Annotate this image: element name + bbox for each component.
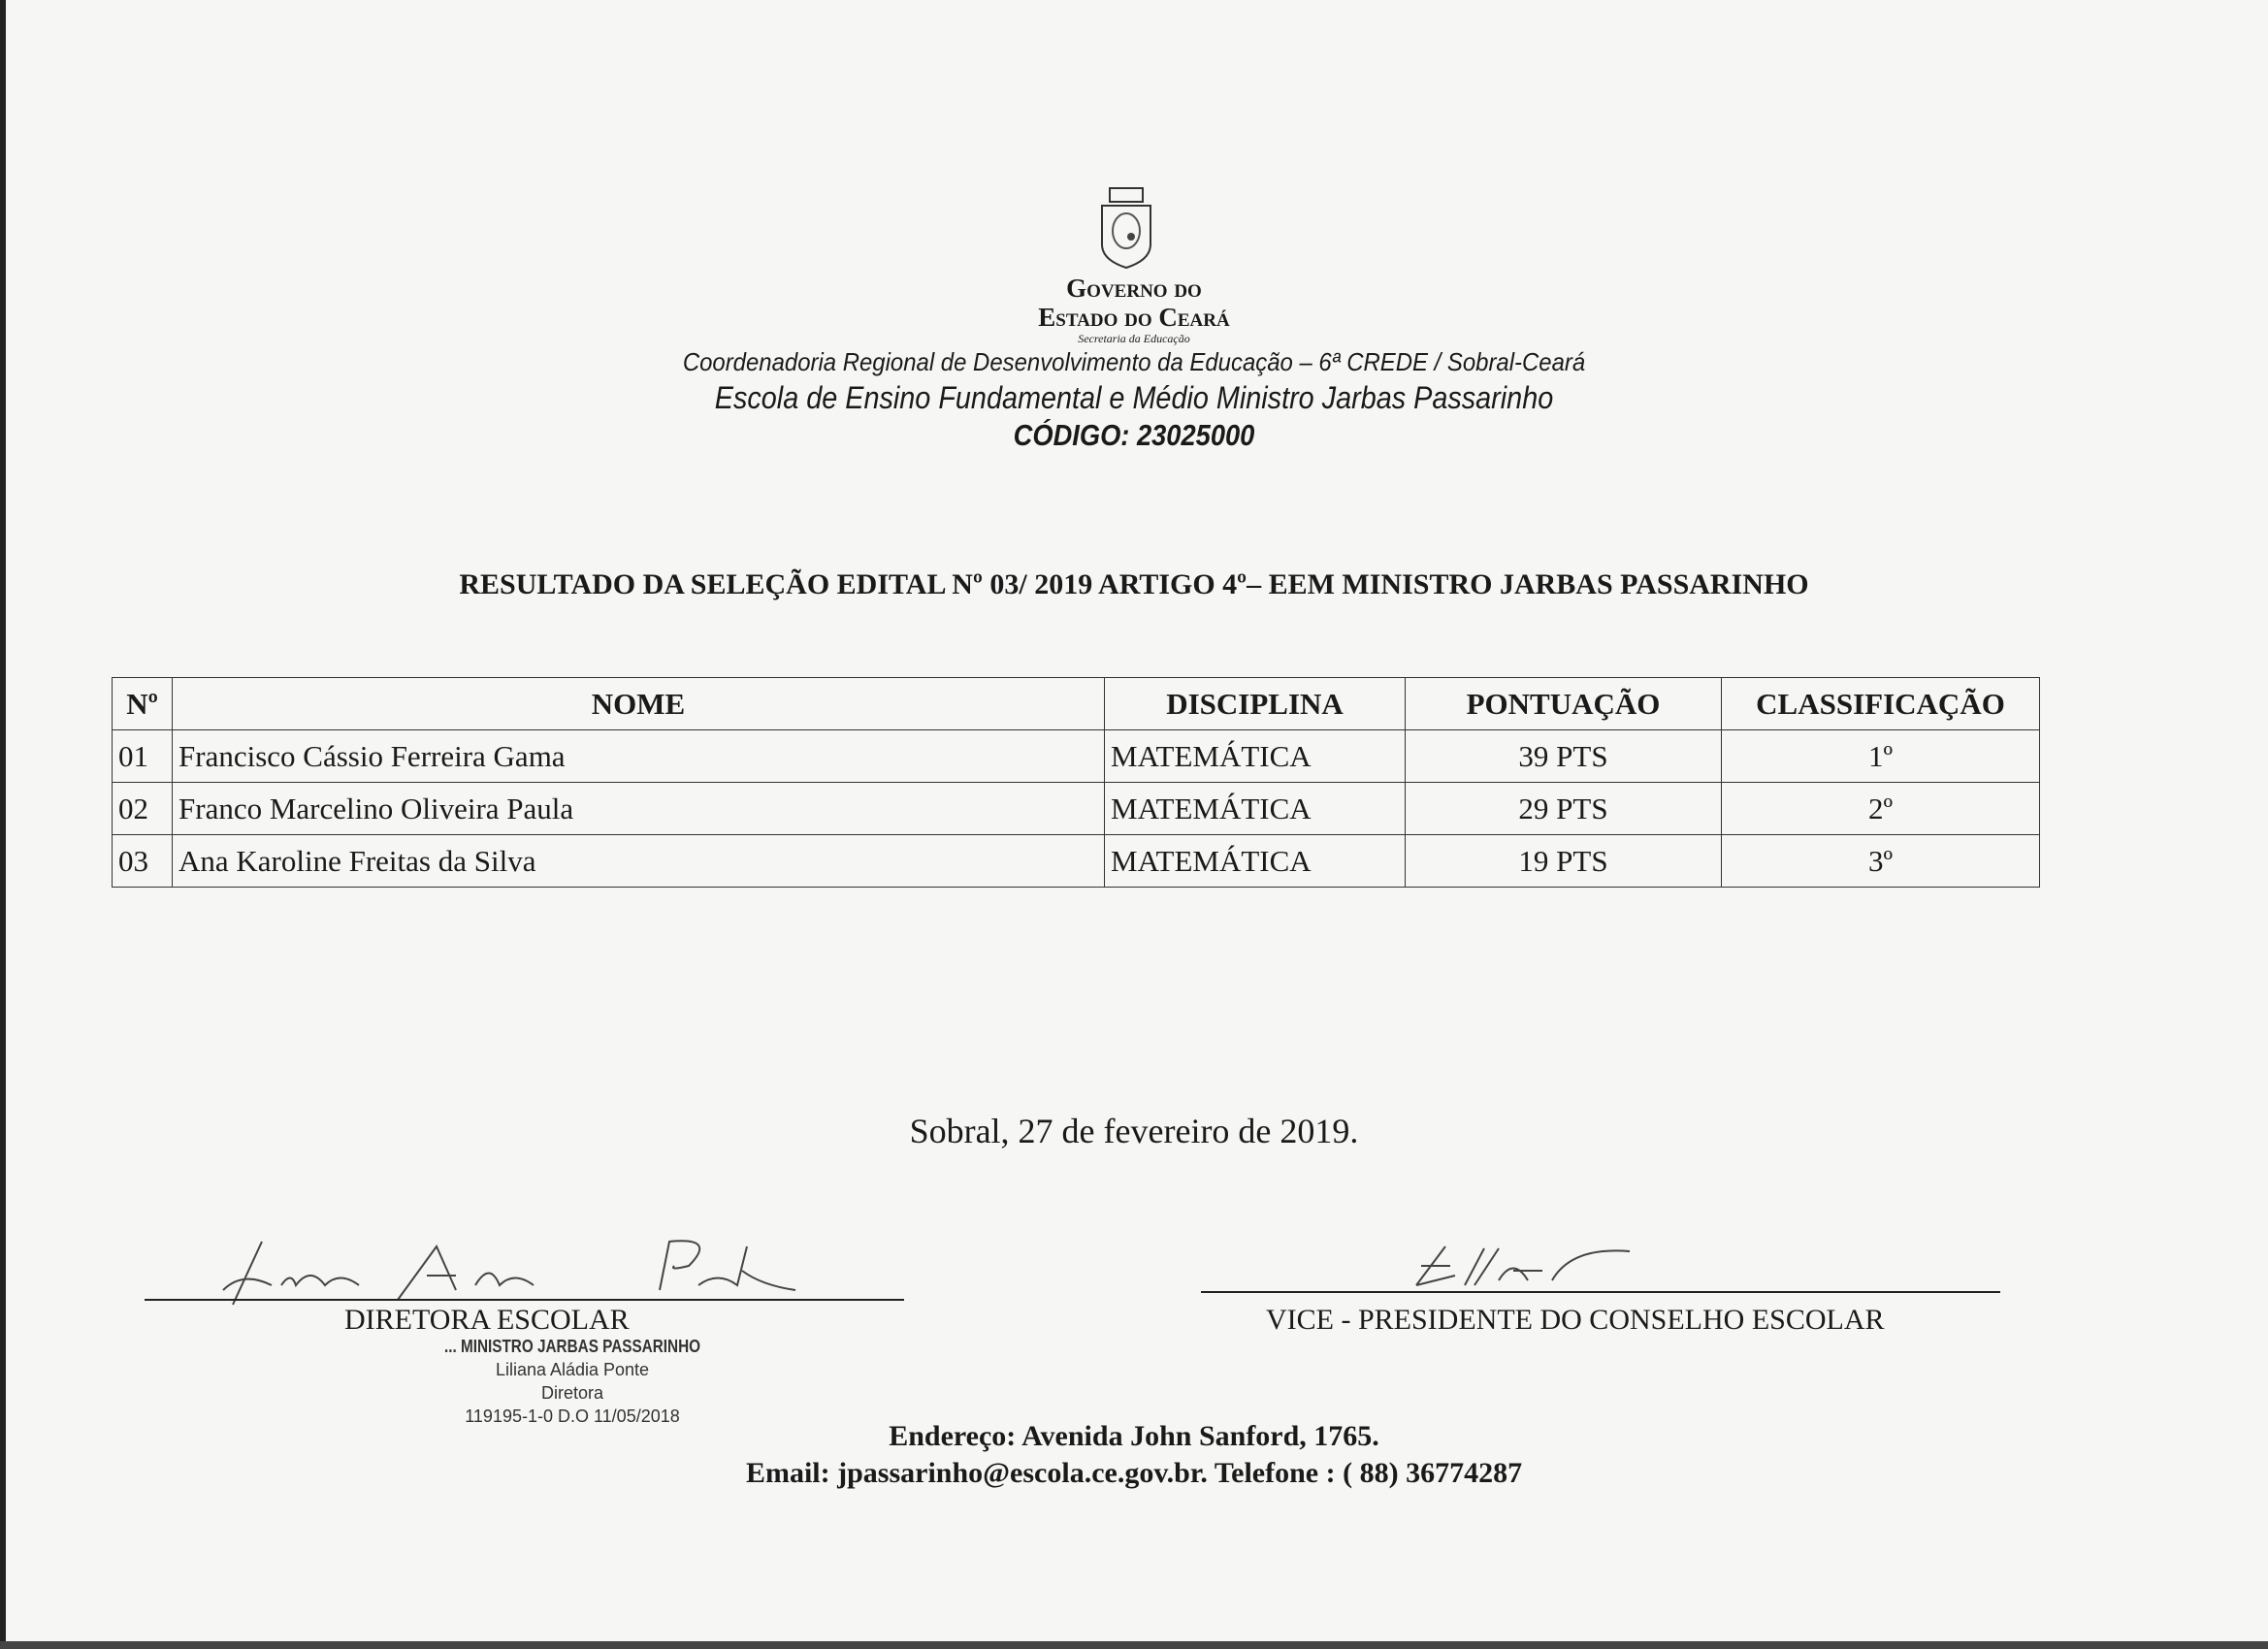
coordenadoria: Coordenadoria Regional de Desenvolvimento da Educação – 6ª CREDE / Sobral-Ceará (682, 347, 1586, 376)
document-date: Sobral, 27 de fevereiro de 2019. (909, 1112, 1359, 1150)
document-title: RESULTADO DA SELEÇÃO EDITAL Nº 03/ 2019 ARTIGO 4º– EEM MINISTRO JARBAS PASSARINHO (459, 568, 1809, 600)
cell-score: 19 PTS (1406, 835, 1722, 888)
director-stamp (407, 1335, 737, 1428)
stamp-school: ... MINISTRO JARBAS PASSARINHO (443, 1337, 701, 1356)
government-name: Governo do Estado do Ceará (1038, 274, 1230, 332)
cell-name: Franco Marcelino Oliveira Paula (173, 783, 1105, 835)
director-label: DIRETORA ESCOLAR (344, 1304, 630, 1336)
signature-line-left (145, 1299, 904, 1301)
table-header-row (113, 678, 2040, 730)
cell-rank: 2º (1722, 783, 2040, 835)
table-row (113, 835, 2040, 888)
results-table (112, 677, 2040, 888)
scan-edge (0, 0, 6, 1649)
cell-discipline: MATEMÁTICA (1105, 730, 1406, 783)
phone: . Telefone : ( 88) 36774287 (1200, 1457, 1523, 1489)
school-name: Escola de Ensino Fundamental e Médio Ministro Jarbas Passarinho (714, 380, 1554, 415)
stamp-registration: 119195-1-0 D.O 11/05/2018 (465, 1406, 680, 1426)
header-score: PONTUAÇÃO (1406, 678, 1722, 730)
ceara-coat-of-arms-icon (1096, 186, 1156, 270)
cell-score: 39 PTS (1406, 730, 1722, 783)
cell-name: Francisco Cássio Ferreira Gama (173, 730, 1105, 783)
stamp-name: Liliana Aládia Ponte (495, 1360, 650, 1379)
vice-president-label: VICE - PRESIDENTE DO CONSELHO ESCOLAR (1266, 1304, 1885, 1336)
school-code: CÓDIGO: 23025000 (1013, 418, 1255, 452)
contact-line (0, 1457, 2268, 1490)
email-link[interactable]: jpassarinho@escola.ce.gov.br (837, 1457, 1201, 1489)
cell-rank: 3º (1722, 835, 2040, 888)
cell-name: Ana Karoline Freitas da Silva (173, 835, 1105, 888)
header-number: Nº (113, 678, 173, 730)
header-name: NOME (173, 678, 1105, 730)
header-discipline: DISCIPLINA (1105, 678, 1406, 730)
header-rank: CLASSIFICAÇÃO (1722, 678, 2040, 730)
cell-rank: 1º (1722, 730, 2040, 783)
cell-number: 02 (113, 783, 173, 835)
vice-president-signature (1407, 1237, 1659, 1295)
cell-number: 03 (113, 835, 173, 888)
director-signature (204, 1232, 805, 1310)
table-row (113, 730, 2040, 783)
stamp-role: Diretora (540, 1383, 604, 1403)
cell-discipline: MATEMÁTICA (1105, 783, 1406, 835)
address: Endereço: Avenida John Sanford, 1765. (889, 1420, 1379, 1452)
cell-score: 29 PTS (1406, 783, 1722, 835)
email-label: Email: (745, 1457, 838, 1489)
cell-discipline: MATEMÁTICA (1105, 835, 1406, 888)
secretaria: Secretaria da Educação (1078, 332, 1190, 345)
scan-edge (0, 1641, 2268, 1649)
table-row (113, 783, 2040, 835)
signature-line-right (1201, 1291, 2000, 1293)
cell-number: 01 (113, 730, 173, 783)
